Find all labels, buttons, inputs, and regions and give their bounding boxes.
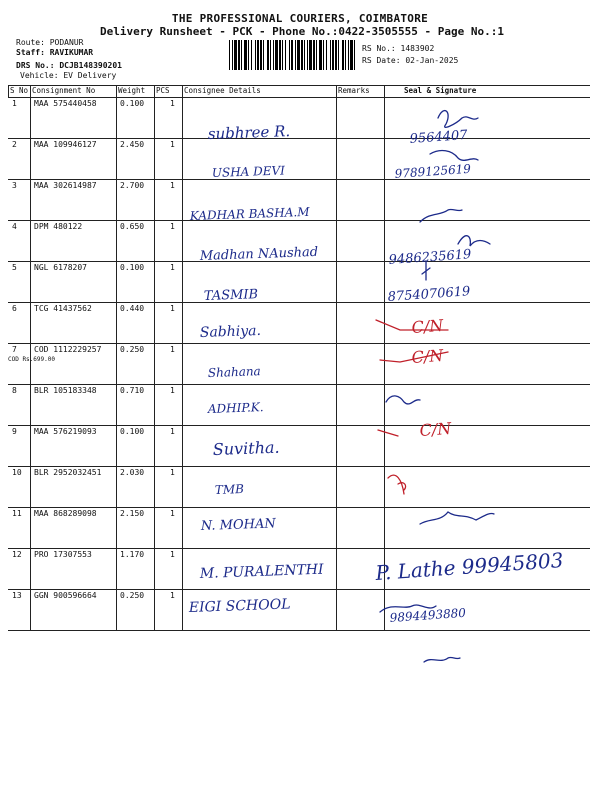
consignee-handwriting: KADHAR BASHA.M — [189, 204, 310, 223]
rs-date-label: RS Date: — [362, 56, 401, 65]
row-pcs-cell: 1 — [170, 99, 175, 108]
route-label: Route: — [16, 38, 45, 47]
consignee-handwriting: ADHIP.K. — [207, 400, 264, 416]
consignee-handwriting: TASMIB — [203, 287, 259, 304]
row-weight-cell: 2.150 — [120, 509, 145, 518]
row-pcs-cell: 1 — [170, 263, 175, 272]
row-weight-cell: 0.100 — [120, 427, 145, 436]
col-consignment-header: Consignment No — [32, 86, 96, 95]
row-consignment-cell: MAA 868289098 — [34, 509, 97, 518]
consignee-handwriting: N. MOHAN — [200, 516, 276, 534]
row-pcs-cell: 1 — [170, 386, 175, 395]
signature-number: 9486235619 — [388, 247, 472, 268]
consignee-handwriting: Madhan NAushad — [199, 244, 319, 264]
row-pcs-cell: 1 — [170, 304, 175, 313]
document-subtitle: Delivery Runsheet - PCK - Phone No.:0422-3505555 - Page No.:1 — [100, 25, 504, 38]
row-consignment-cell: COD 1112229257 — [34, 345, 102, 354]
route-value: PODANUR — [49, 38, 84, 47]
consignee-handwriting: Shahana — [207, 364, 261, 380]
rs-date-value: 02-Jan-2025 — [405, 56, 459, 65]
row-sno-cell: 7 — [12, 345, 17, 354]
drs-value: DCJB148390201 — [59, 61, 122, 70]
row-pcs-cell: 1 — [170, 140, 175, 149]
signature-scribble — [386, 396, 420, 404]
row-sno-cell: 9 — [12, 427, 17, 436]
signature-number: 9894493880 — [389, 605, 467, 625]
rs-no-label: RS No.: — [362, 44, 396, 53]
col-sno-header: S No — [10, 86, 29, 95]
signature-number: 9564407 — [409, 127, 469, 147]
col-seal-header: Seal & Signature — [404, 86, 477, 95]
row-weight-cell: 0.650 — [120, 222, 145, 231]
signature-number: 9789125619 — [394, 161, 472, 181]
row-sno-cell: 1 — [12, 99, 17, 108]
row-consignment-cell: GGN 900596664 — [34, 591, 97, 600]
col-consignee-header: Consignee Details — [184, 86, 261, 95]
row-sno-cell: 4 — [12, 222, 17, 231]
row-consignment-cell: BLR 2952032451 — [34, 468, 102, 477]
row-weight-cell: 0.440 — [120, 304, 145, 313]
row-weight-cell: 0.250 — [120, 345, 145, 354]
vehicle-label: Vehicle: — [20, 71, 59, 80]
cod-amount-note: COD Rs.699.00 — [8, 356, 55, 363]
closed-stamp-text: C/N — [410, 345, 444, 367]
signature-scribble — [420, 209, 462, 222]
row-pcs-cell: 1 — [170, 427, 175, 436]
row-weight-cell: 1.170 — [120, 550, 145, 559]
document-title: THE PROFESSIONAL COURIERS, COIMBATORE — [171, 12, 429, 25]
row-sno-cell: 13 — [12, 591, 22, 600]
row-weight-cell: 0.250 — [120, 591, 145, 600]
strike-line — [378, 430, 398, 436]
row-sno-cell: 11 — [12, 509, 22, 518]
row-pcs-cell: 1 — [170, 345, 175, 354]
signature-scribble — [430, 151, 478, 161]
drs-label: DRS No.: — [16, 61, 55, 70]
row-consignment-cell: TCG 41437562 — [34, 304, 92, 313]
signature-scribble — [438, 111, 478, 128]
row-consignment-cell: DPM 480122 — [34, 222, 83, 231]
row-consignment-cell: MAA 576219093 — [34, 427, 97, 436]
row-sno-cell: 8 — [12, 386, 17, 395]
consignee-handwriting: USHA DEVI — [211, 163, 286, 180]
row-pcs-cell: 1 — [170, 550, 175, 559]
row-pcs-cell: 1 — [170, 468, 175, 477]
staff-value: RAVIKUMAR — [49, 48, 94, 57]
row-consignment-cell: BLR 105183348 — [34, 386, 97, 395]
row-consignment-cell: PRO 17307553 — [34, 550, 92, 559]
row-weight-cell: 0.710 — [120, 386, 145, 395]
row-pcs-cell: 1 — [170, 509, 175, 518]
row-sno-cell: 6 — [12, 304, 17, 313]
col-weight-header: Weight — [118, 86, 146, 95]
row-sno-cell: 2 — [12, 140, 17, 149]
row-sno-cell: 12 — [12, 550, 22, 559]
closed-stamp-text: C/N — [418, 418, 452, 440]
signature-scribble — [420, 512, 494, 524]
staff-label: Staff: — [16, 48, 45, 57]
row-weight-cell: 0.100 — [120, 263, 145, 272]
signature-scribble — [458, 236, 490, 246]
row-sno-cell: 10 — [12, 468, 22, 477]
signature-scribble — [424, 657, 460, 662]
row-consignment-cell: NGL 6178207 — [34, 263, 87, 272]
row-consignment-cell: MAA 575440458 — [34, 99, 97, 108]
consignee-handwriting: Suvitha. — [212, 437, 280, 459]
closed-stamp-text: C/N — [410, 315, 444, 337]
consignee-handwriting: M. PURALENTHI — [199, 561, 324, 582]
row-consignment-cell: MAA 109946127 — [34, 140, 97, 149]
consignee-handwriting: TMB — [214, 481, 245, 497]
signature-scribble — [388, 475, 406, 494]
col-remarks-header: Remarks — [338, 86, 370, 95]
col-pcs-header: PCS — [156, 86, 170, 95]
row-sno-cell: 5 — [12, 263, 17, 272]
row-pcs-cell: 1 — [170, 222, 175, 231]
vehicle-value: EV Delivery — [63, 71, 117, 80]
row-consignment-cell: MAA 302614987 — [34, 181, 97, 190]
row-weight-cell: 2.450 — [120, 140, 145, 149]
consignee-handwriting: EIGI SCHOOL — [188, 596, 291, 616]
row-weight-cell: 0.100 — [120, 99, 145, 108]
row-weight-cell: 2.700 — [120, 181, 145, 190]
row-sno-cell: 3 — [12, 181, 17, 190]
consignee-handwriting: subhree R. — [207, 122, 291, 143]
consignee-handwriting: Sabhiya. — [199, 322, 262, 341]
signature-number: 8754070619 — [387, 284, 471, 305]
row-pcs-cell: 1 — [170, 181, 175, 190]
rs-no-value: 1483902 — [400, 44, 435, 53]
signature-number: P. Lathe 99945803 — [374, 547, 565, 585]
row-weight-cell: 2.030 — [120, 468, 145, 477]
row-pcs-cell: 1 — [170, 591, 175, 600]
